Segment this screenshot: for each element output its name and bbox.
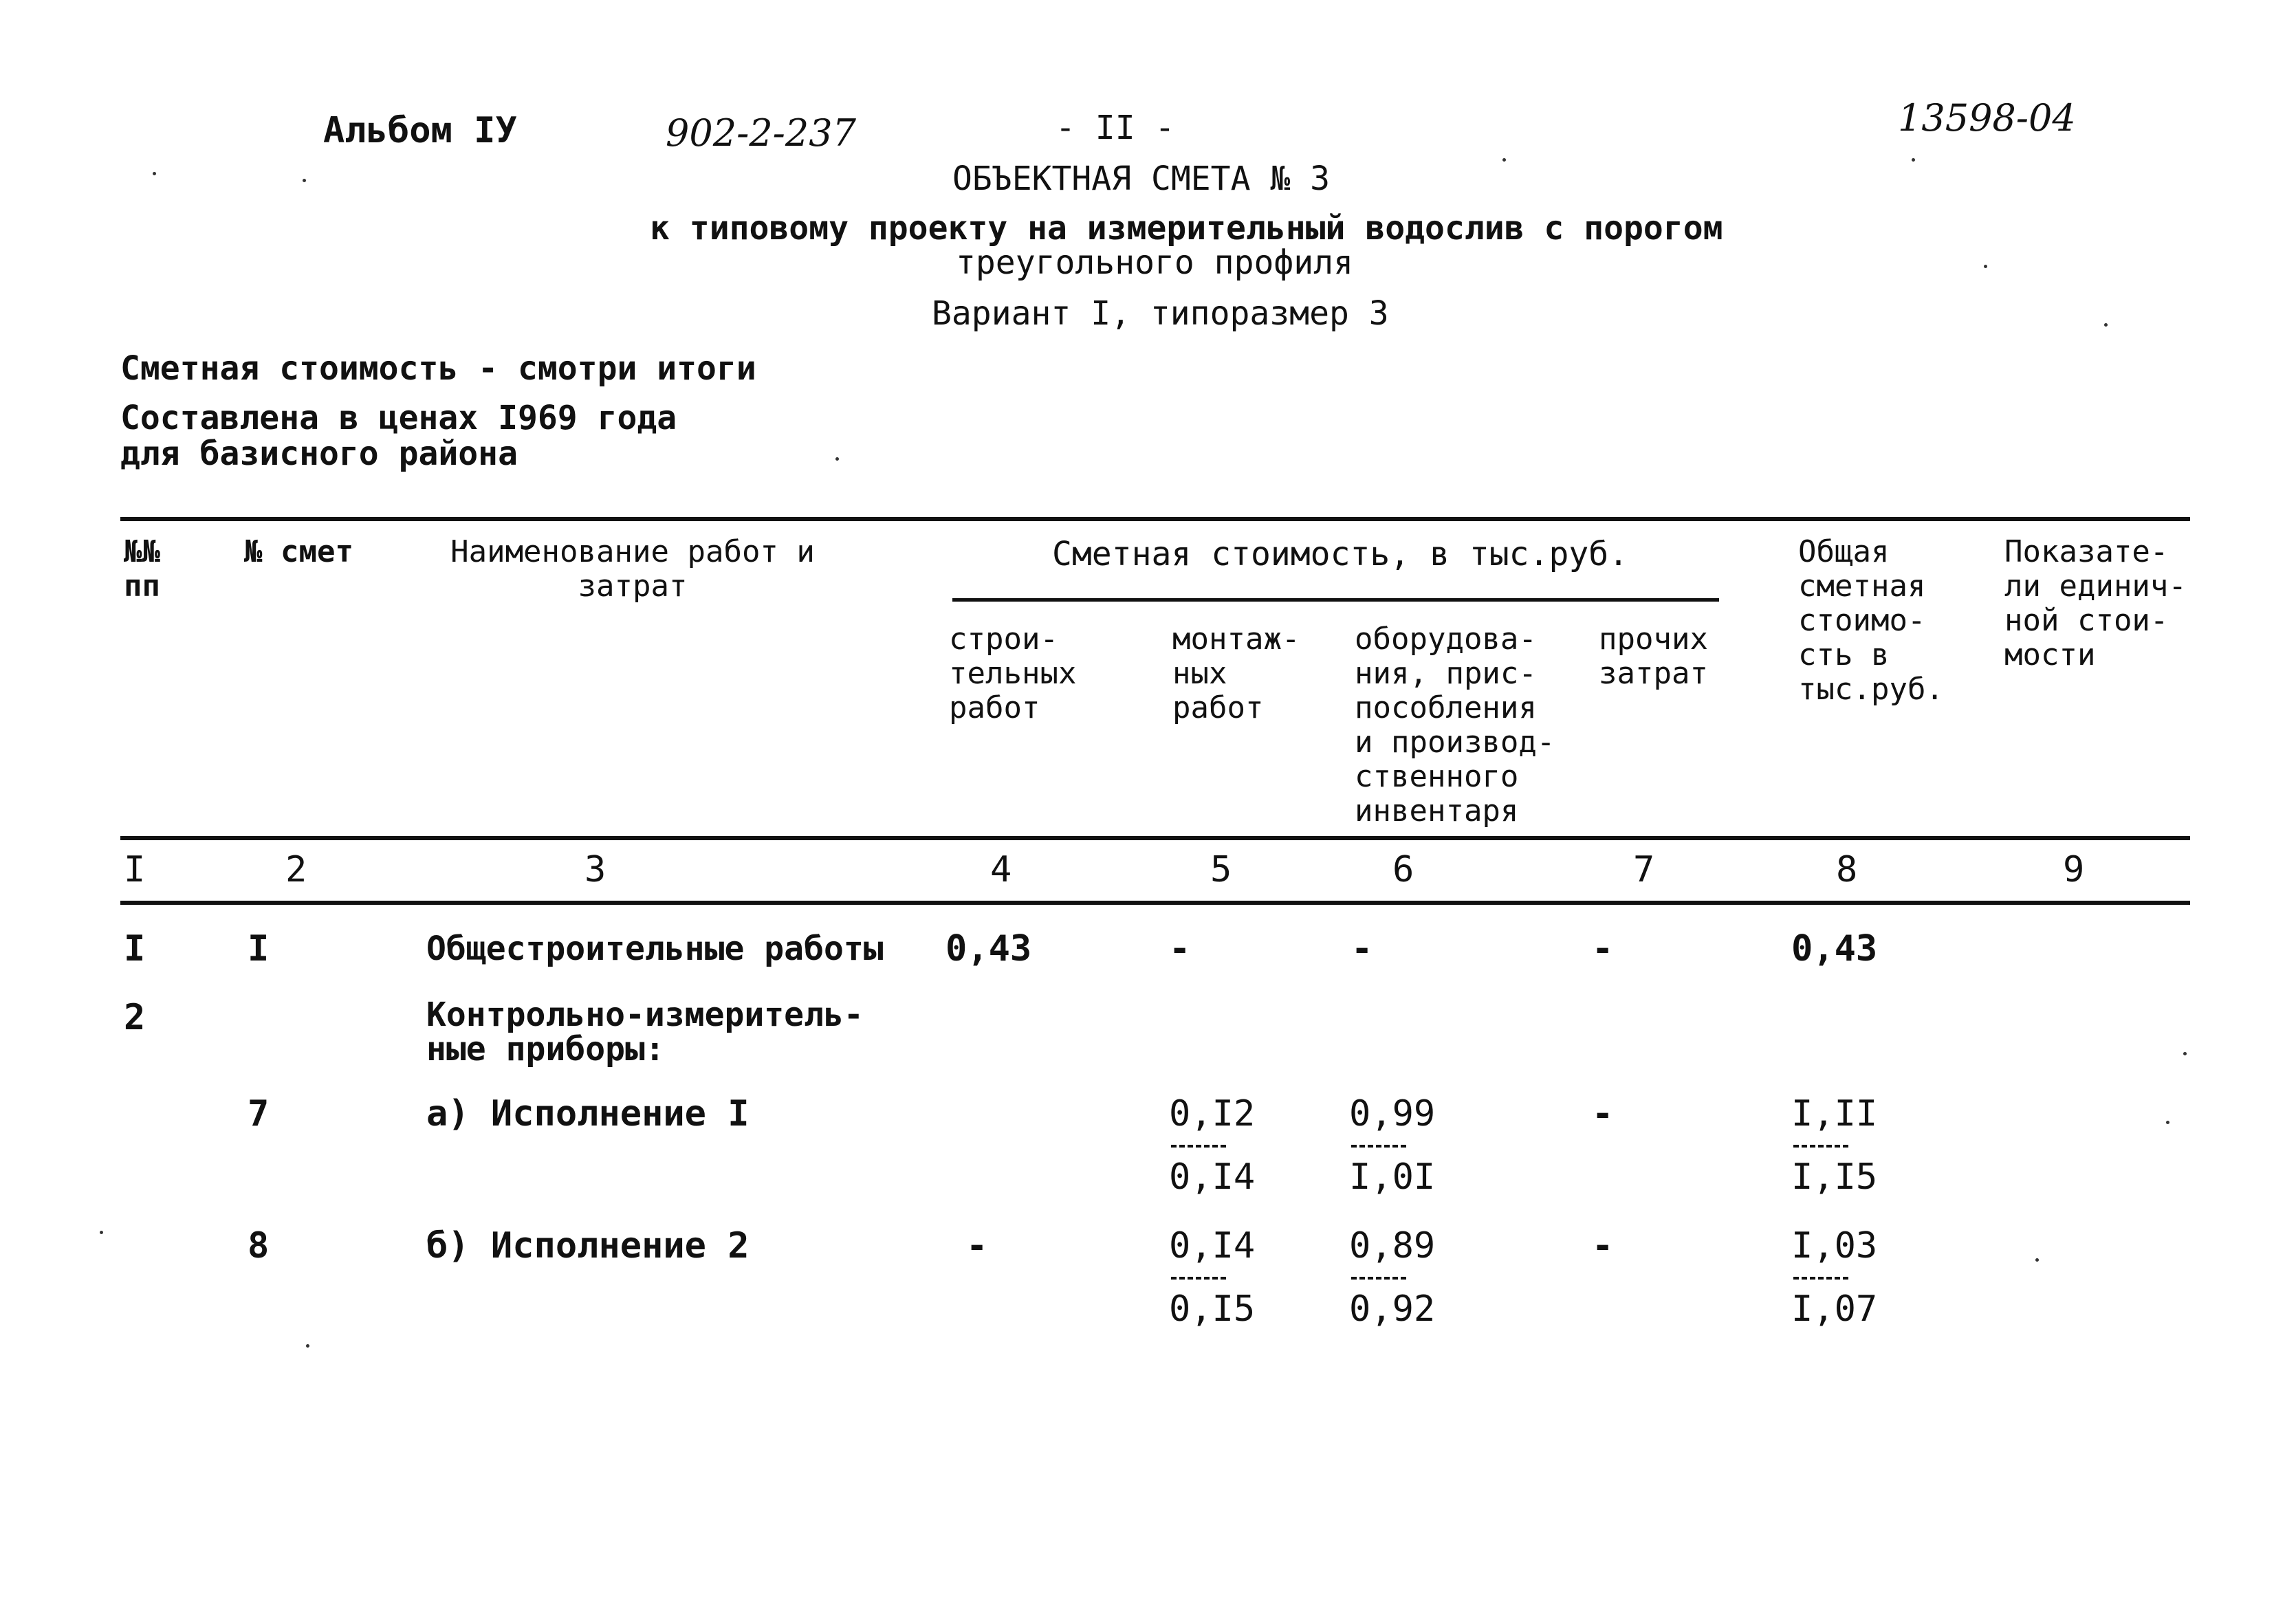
row4-installation-top: 0,I4 <box>1169 1225 1256 1266</box>
row4-total-divider <box>1793 1277 1848 1280</box>
column-number-1: I <box>124 849 146 890</box>
row1-equipment: - <box>1351 928 1373 969</box>
project-code: 902-2-237 <box>666 111 856 155</box>
row3-total-divider <box>1793 1145 1848 1148</box>
scan-speck <box>306 1344 309 1348</box>
scan-speck <box>1912 158 1915 162</box>
row3-equipment-bottom: I,0I <box>1349 1156 1436 1198</box>
table-top-rule <box>120 517 2190 521</box>
header-total-cost: Общая сметная стоимо- сть в тыс.руб. <box>1798 534 1944 707</box>
row3-name: а) Исполнение I <box>426 1093 750 1134</box>
cost-note: Сметная стоимость - смотри итоги <box>120 349 756 388</box>
header-installation: монтаж- ных работ <box>1172 622 1300 725</box>
column-number-2: 2 <box>285 849 307 890</box>
row3-total-top: I,II <box>1791 1093 1878 1134</box>
row4-installation-divider <box>1171 1277 1226 1280</box>
row1-name: Общестроительные работы <box>426 930 884 968</box>
row3-installation-divider <box>1171 1145 1226 1148</box>
row4-equipment-top: 0,89 <box>1349 1225 1436 1266</box>
scan-speck <box>835 457 839 461</box>
row4-estimate: 8 <box>248 1225 270 1266</box>
row3-equipment-divider <box>1351 1145 1406 1148</box>
row2-name-line2: ные приборы: <box>426 1030 665 1068</box>
row3-equipment-top: 0,99 <box>1349 1093 1436 1134</box>
row1-other: - <box>1592 928 1614 969</box>
header-construction: строи- тельных работ <box>949 622 1077 725</box>
row4-other: - <box>1592 1225 1614 1266</box>
scan-speck <box>303 179 306 182</box>
column-number-7: 7 <box>1633 849 1655 890</box>
scan-speck <box>2035 1258 2039 1262</box>
row2-number: 2 <box>124 997 146 1038</box>
header-work-name: Наименование работ и затрат <box>450 534 815 604</box>
scan-speck <box>153 172 156 175</box>
column-numbers-rule <box>120 901 2190 905</box>
column-number-4: 4 <box>990 849 1012 890</box>
row3-total-bottom: I,I5 <box>1791 1156 1878 1198</box>
variant-line: Вариант I, типоразмер 3 <box>932 294 1389 333</box>
row3-installation-top: 0,I2 <box>1169 1093 1256 1134</box>
header-bottom-rule <box>120 836 2190 840</box>
row1-number: I <box>124 928 146 969</box>
header-row-number: №№ пп <box>124 534 160 604</box>
row4-name: б) Исполнение 2 <box>426 1225 750 1266</box>
row2-name-line1: Контрольно-измеритель- <box>426 996 864 1034</box>
scan-speck <box>100 1231 103 1234</box>
scan-speck <box>1502 158 1506 162</box>
page-number: - II - <box>1056 109 1175 147</box>
scan-speck <box>2104 323 2108 327</box>
group-header-rule <box>952 598 1719 602</box>
row4-equipment-bottom: 0,92 <box>1349 1288 1436 1330</box>
row3-installation-bottom: 0,I4 <box>1169 1156 1256 1198</box>
prices-note-line2: для базисного района <box>120 435 518 473</box>
row4-equipment-divider <box>1351 1277 1406 1280</box>
column-number-3: 3 <box>584 849 606 890</box>
row1-construction: 0,43 <box>945 928 1032 969</box>
header-estimate-number: № смет <box>244 534 353 569</box>
row4-installation-bottom: 0,I5 <box>1169 1288 1256 1330</box>
document-number: 13598-04 <box>1898 96 2076 140</box>
row1-estimate: I <box>248 928 270 969</box>
header-other-costs: прочих затрат <box>1599 622 1708 691</box>
scan-speck <box>2183 1052 2187 1055</box>
column-number-8: 8 <box>1836 849 1858 890</box>
row4-total-bottom: I,07 <box>1791 1288 1878 1330</box>
prices-note-line1: Составлена в ценах I969 года <box>120 399 677 437</box>
row3-estimate: 7 <box>248 1093 270 1134</box>
row1-installation: - <box>1169 928 1191 969</box>
estimate-subtitle-line1: к типовому проекту на измерительный водослив с порогом <box>650 209 1723 248</box>
column-number-5: 5 <box>1210 849 1232 890</box>
estimate-subtitle-line2: треугольного профиля <box>956 243 1353 282</box>
row4-total-top: I,03 <box>1791 1225 1878 1266</box>
estimate-title: ОБЪЕКТНАЯ СМЕТА № 3 <box>952 160 1331 198</box>
header-cost-group: Сметная стоимость, в тыс.руб. <box>1052 535 1629 573</box>
scan-speck <box>2166 1121 2169 1124</box>
album-label: Альбом IУ <box>323 110 517 151</box>
row1-total: 0,43 <box>1791 928 1878 969</box>
row3-other: - <box>1592 1093 1614 1134</box>
column-number-6: 6 <box>1392 849 1414 890</box>
row4-construction: - <box>966 1225 988 1266</box>
scan-speck <box>1984 265 1987 268</box>
header-equipment: оборудова- ния, прис- пособления и производ- ственного инвентаря <box>1355 622 1555 829</box>
header-unit-indicators: Показате- ли единич- ной стои- мости <box>2004 534 2187 672</box>
column-number-9: 9 <box>2063 849 2085 890</box>
